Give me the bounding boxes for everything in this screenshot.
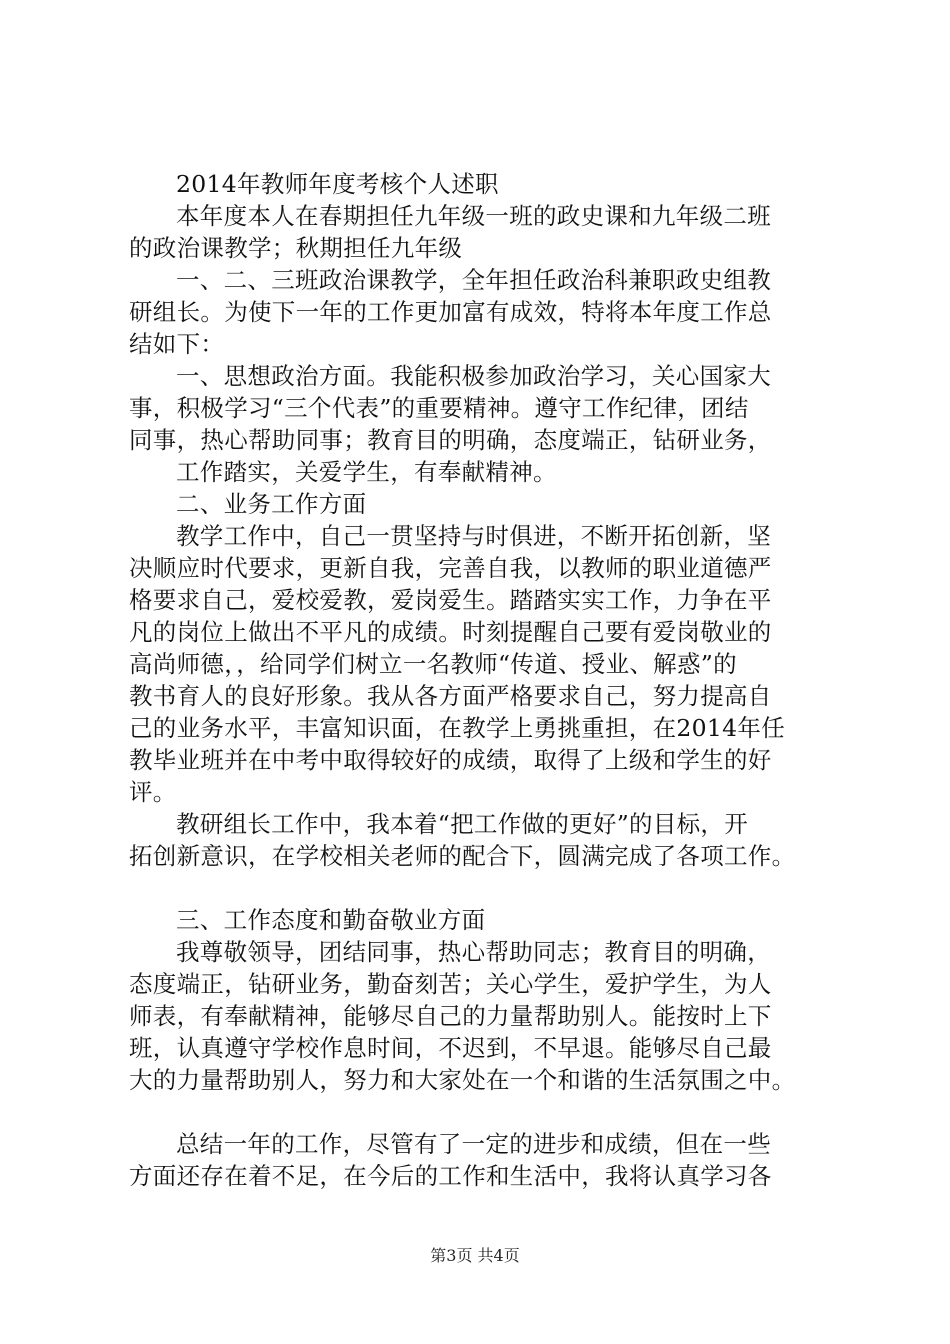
paragraph-line: 决顺应时代要求，更新自我，完善自我，以教师的职业道德严 [129,554,772,582]
paragraph-line: 我尊敬领导，团结同事，热心帮助同志；教育目的明确， [176,938,771,966]
document-body [129,168,839,1192]
section-heading: 二、业务工作方面 [176,490,367,518]
blank-line [129,1096,839,1128]
paragraph-line: 己的业务水平，丰富知识面，在教学上勇挑重担，在2014年任 [129,714,786,742]
paragraph-line: 师表，有奉献精神，能够尽自己的力量帮助别人。能按时上下 [129,1002,772,1030]
paragraph-line: 工作踏实，关爱学生，有奉献精神。 [176,458,557,486]
document-title: 2014年教师年度考核个人述职 [176,170,499,198]
paragraph-line: 事，积极学习“三个代表”的重要精神。遵守工作纪律，团结 [129,394,749,422]
section-heading: 三、工作态度和勤奋敬业方面 [176,906,486,934]
paragraph-line: 同事，热心帮助同事；教育目的明确，态度端正，钻研业务， [129,426,772,454]
blank-line [129,872,839,904]
paragraph-line: 班，认真遵守学校作息时间，不迟到，不早退。能够尽自己最 [129,1034,772,1062]
paragraph-line: 教学工作中，自己一贯坚持与时俱进，不断开拓创新，坚 [176,522,771,550]
paragraph-line: 教书育人的良好形象。我从各方面严格要求自己，努力提高自 [129,682,772,710]
paragraph-line: 高尚师德，，给同学们树立一名教师“传道、授业、解惑”的 [129,650,737,678]
paragraph-line: 教研组长工作中，我本着“把工作做的更好”的目标，开 [176,810,749,838]
paragraph-line: 评。 [129,778,177,806]
paragraph-line: 大的力量帮助别人，努力和大家处在一个和谐的生活氛围之中。 [129,1066,796,1094]
paragraph-line: 拓创新意识，在学校相关老师的配合下，圆满完成了各项工作。 [129,842,796,870]
paragraph-line: 总结一年的工作，尽管有了一定的进步和成绩，但在一些 [176,1130,771,1158]
paragraph-line: 教毕业班并在中考中取得较好的成绩，取得了上级和学生的好 [129,746,772,774]
paragraph-line: 凡的岗位上做出不平凡的成绩。时刻提醒自己要有爱岗敬业的 [129,618,772,646]
paragraph-line: 研组长。为使下一年的工作更加富有成效，特将本年度工作总 [129,298,772,326]
section-heading-line: 一、思想政治方面。我能积极参加政治学习，关心国家大 [176,362,771,390]
paragraph-line: 格要求自己，爱校爱教，爱岗爱生。踏踏实实工作，力争在平 [129,586,772,614]
paragraph-line: 方面还存在着不足，在今后的工作和生活中，我将认真学习各 [129,1162,772,1190]
paragraph-line: 结如下： [129,330,225,358]
paragraph-line: 本年度本人在春期担任九年级一班的政史课和九年级二班 [176,202,771,230]
paragraph-line: 的政治课教学；秋期担任九年级 [129,234,463,262]
paragraph-line: 一、二、三班政治课教学，全年担任政治科兼职政史组教 [176,266,771,294]
paragraph-line: 态度端正，钻研业务，勤奋刻苦；关心学生，爱护学生，为人 [129,970,772,998]
page-footer: 第3页 共4页 [430,1246,520,1265]
